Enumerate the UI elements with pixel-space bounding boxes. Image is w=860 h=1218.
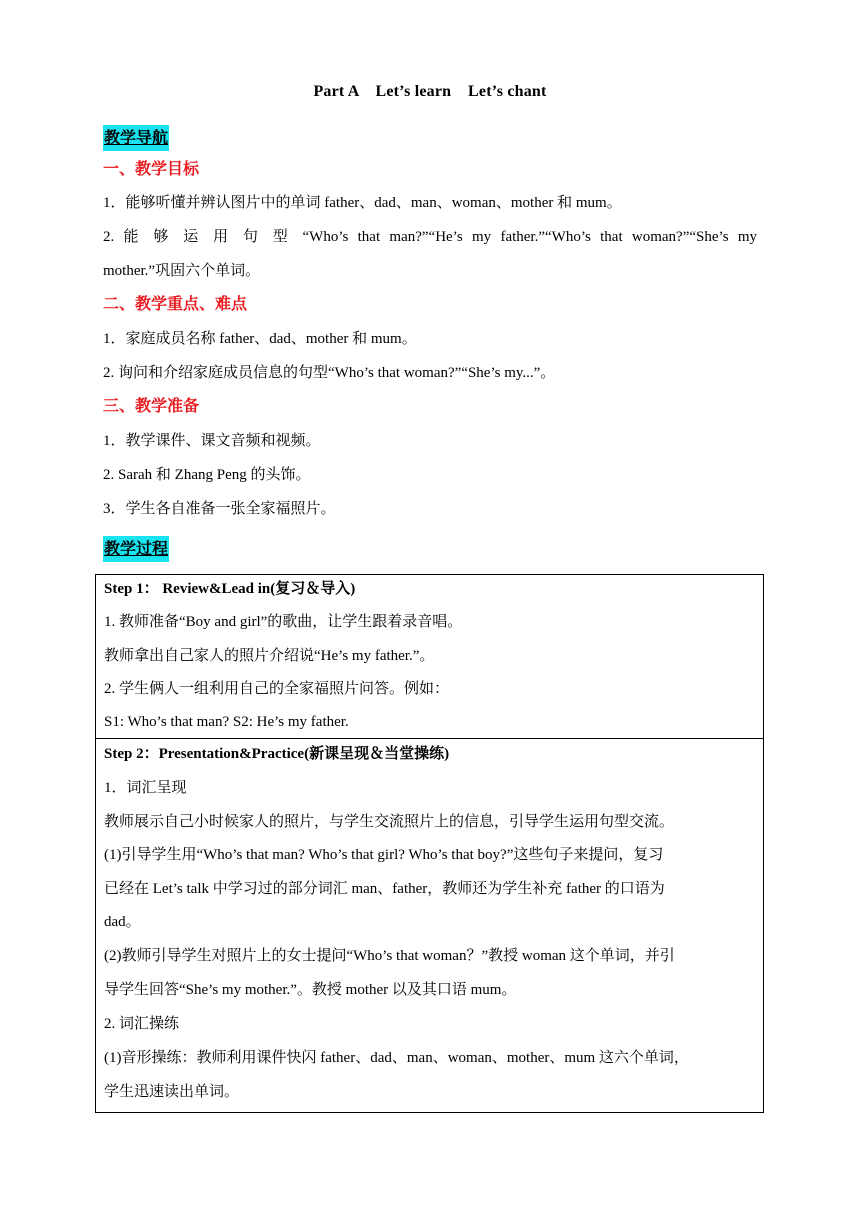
step-2-line: dad。	[104, 914, 141, 930]
step-2-line: 2. 词汇操练	[104, 1016, 180, 1032]
goal-item: 2. 能 够 运 用 句 型 “Who’s that man?”“He’s my father.”“Who’s that woman?”“She’s my	[103, 229, 757, 245]
step-1-line: 教师拿出自己家人的照片介绍说“He’s my father.”。	[104, 648, 435, 664]
step-1-title: Step 1： Review&Lead in(复习＆导入)	[104, 581, 356, 597]
lesson-title: Part A Let’s learn Let’s chant	[313, 83, 547, 100]
goal-item: mother.”巩固六个单词。	[103, 263, 261, 279]
table-row-divider	[95, 738, 764, 739]
step-2-line: 导学生回答“She’s my mother.”。教授 mother 以及其口语 mum。	[104, 982, 517, 998]
section-heading-preparation: 三、教学准备	[103, 396, 200, 415]
step-2-line: (2)教师引导学生对照片上的女士提问“Who’s that woman？”教授 woman 这个单词，并引	[104, 948, 675, 964]
preparation-item: 3．学生各自准备一张全家福照片。	[103, 501, 336, 517]
step-1-line: S1: Who’s that man? S2: He’s my father.	[104, 714, 349, 730]
step-1-line: 1. 教师准备“Boy and girl”的歌曲，让学生跟着录音唱。	[104, 614, 463, 630]
step-2-title: Step 2：Presentation&Practice(新课呈现＆当堂操练)	[104, 746, 450, 762]
step-2-line: 1．词汇呈现	[104, 780, 187, 796]
step-2-line: 学生迅速读出单词。	[104, 1084, 240, 1100]
step-2-line: 已经在 Let’s talk 中学习过的部分词汇 man、father，教师还为学生补充 father 的口语为	[104, 881, 665, 897]
step-2-line: 教师展示自己小时候家人的照片，与学生交流照片上的信息，引导学生运用句型交流。	[104, 814, 675, 830]
step-2-line: (1)音形操练：教师利用课件快闪 father、dad、man、woman、mother、mum 这六个单词，	[104, 1050, 689, 1066]
section-heading-key-points: 二、教学重点、难点	[103, 294, 248, 313]
teaching-process-heading: 教学过程	[103, 536, 169, 562]
key-point-item: 1．家庭成员名称 father、dad、mother 和 mum。	[103, 331, 417, 347]
teaching-navigation-heading: 教学导航	[103, 125, 169, 151]
step-1-line: 2. 学生俩人一组利用自己的全家福照片问答。例如：	[104, 681, 450, 697]
preparation-item: 2. Sarah 和 Zhang Peng 的头饰。	[103, 467, 311, 483]
section-heading-goals: 一、教学目标	[103, 159, 200, 178]
step-2-line: (1)引导学生用“Who’s that man? Who’s that girl? Who’s that boy?”这些句子来提问，复习	[104, 847, 664, 863]
key-point-item: 2. 询问和介绍家庭成员信息的句型“Who’s that woman?”“She’s my...”。	[103, 365, 556, 381]
goal-item: 1．能够听懂并辨认图片中的单词 father、dad、man、woman、mother 和 mum。	[103, 195, 622, 211]
preparation-item: 1．教学课件、课文音频和视频。	[103, 433, 321, 449]
